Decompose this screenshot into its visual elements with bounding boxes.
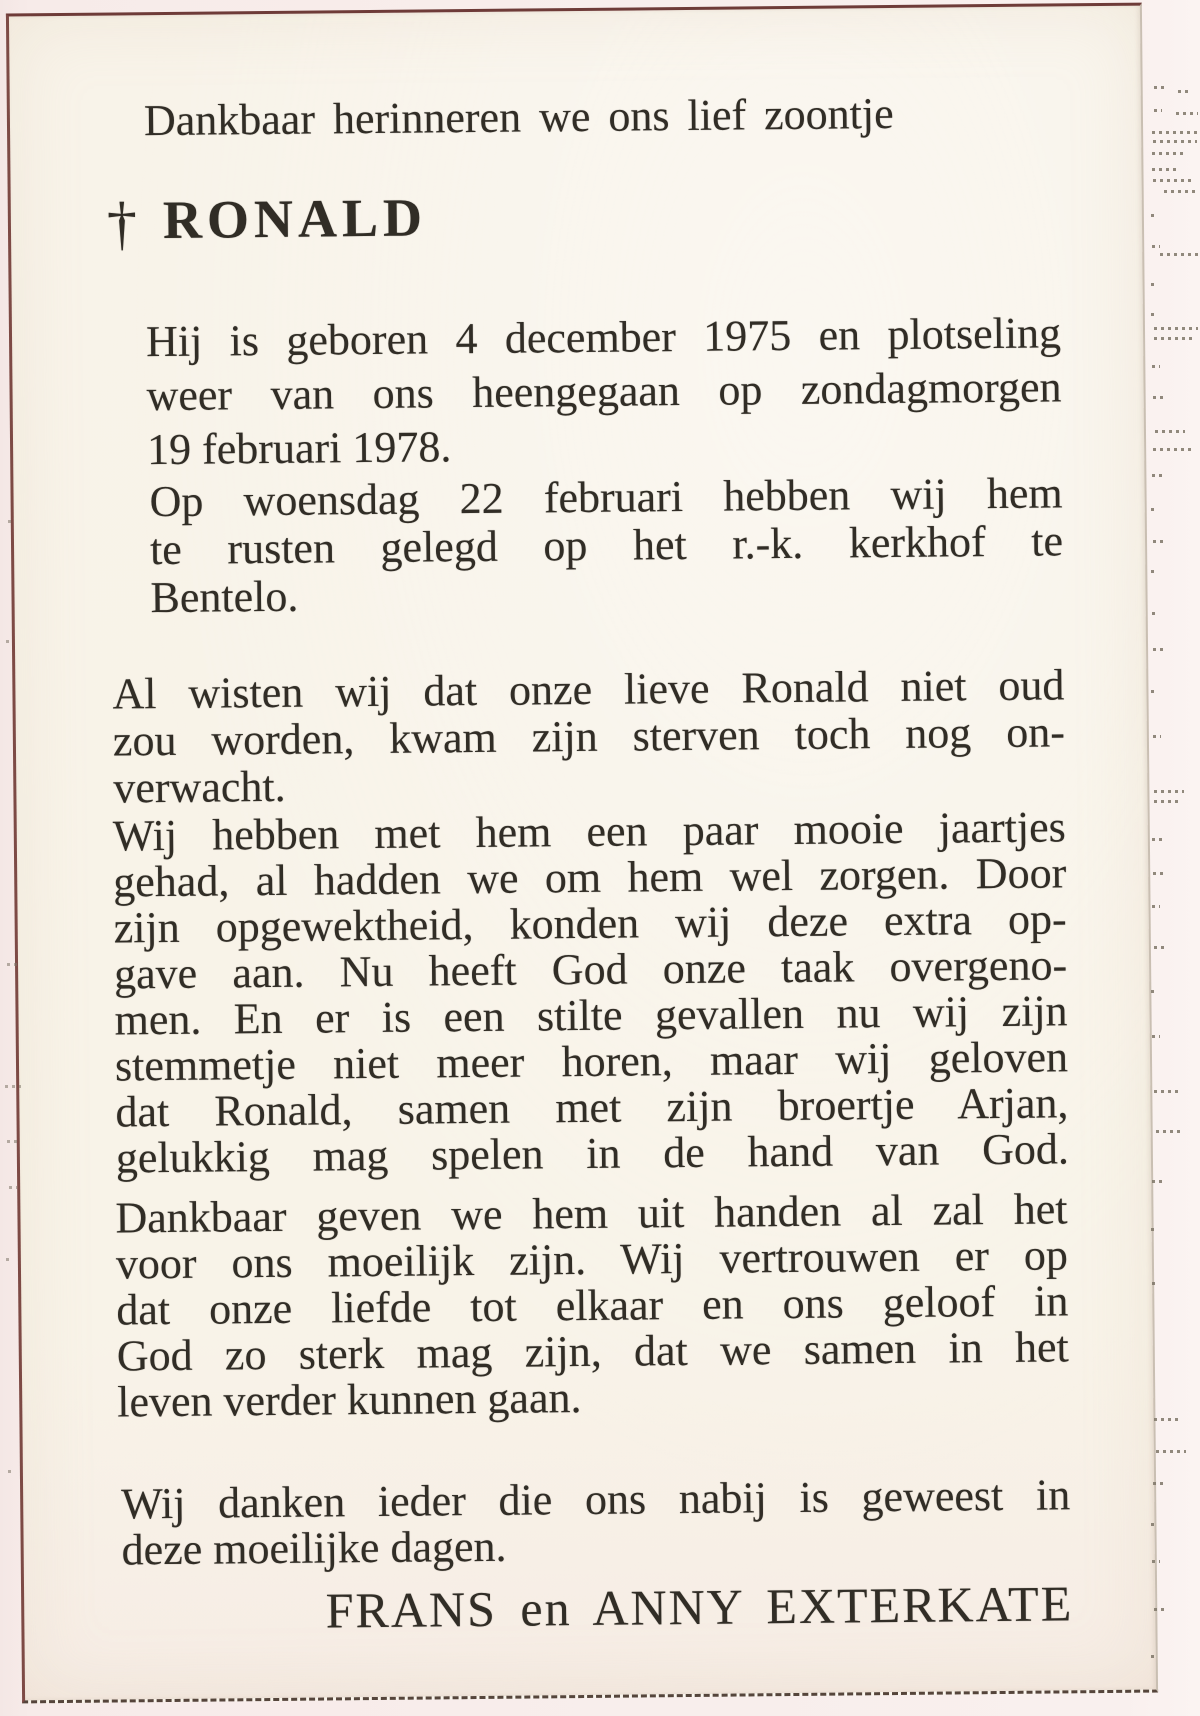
scan-speck — [1155, 430, 1185, 433]
scan-speck — [1152, 1282, 1158, 1285]
text-line: te rusten gelegd op het r.-k. kerkhof te — [149, 516, 1064, 575]
scan-speck — [1153, 396, 1165, 399]
scan-speck — [1154, 946, 1168, 949]
scan-speck — [1176, 112, 1198, 115]
text-line: verwacht. — [113, 761, 286, 813]
scan-speck — [1151, 1523, 1156, 1526]
scan-speck — [1154, 1608, 1166, 1611]
paragraph-5 — [115, 1186, 1069, 1425]
scan-speck — [1151, 508, 1157, 511]
paragraph-6 — [121, 1472, 1071, 1573]
text-line: voor ons moeilijk zijn. Wij vertrouwen er op — [115, 1230, 1069, 1289]
scan-speck — [1154, 790, 1184, 793]
scan-speck — [1153, 448, 1191, 451]
text-line: leven verder kunnen gaan. — [117, 1373, 582, 1427]
scan-speck — [1151, 1655, 1157, 1658]
scan-speck — [1164, 190, 1198, 193]
scan-speck — [1154, 86, 1164, 89]
text-line: gehad, al hadden we om hem wel zorgen. Door — [113, 848, 1067, 907]
scan-speck — [1153, 140, 1197, 143]
scan-speck — [1152, 168, 1178, 171]
scan-speck — [1152, 905, 1160, 908]
scan-speck — [1152, 365, 1160, 368]
text-line: 19 februari 1978. — [146, 422, 452, 475]
text-line: dat Ronald, samen met zijn broertje Arjan, — [115, 1078, 1069, 1137]
text-line: weer van ons heengegaan op zondagmorgen — [146, 362, 1062, 421]
scan-speck — [1151, 313, 1156, 316]
intro-line: Dankbaar herinneren we ons lief zoontje — [143, 88, 894, 146]
scan-speck — [1152, 152, 1186, 155]
scan-speck — [1152, 1035, 1160, 1038]
text-line: Wij hebben met hem een paar mooie jaartjes — [112, 802, 1067, 861]
text-line: Wij danken ieder die ons nabij is geweest in — [120, 1470, 1071, 1529]
scan-speck — [7, 963, 17, 966]
scan-speck — [9, 1186, 17, 1189]
scan-speck — [1152, 131, 1198, 134]
scan-speck — [1151, 990, 1156, 993]
paragraph-1 — [146, 306, 1063, 477]
scan-speck — [1151, 283, 1155, 286]
text-line: gave aan. Nu heeft God onze taak overgeno- — [113, 940, 1068, 999]
text-line: gelukkig mag spelen in de hand van God. — [115, 1124, 1070, 1183]
scan-speck — [1156, 1450, 1186, 1453]
scan-speck — [1160, 253, 1198, 256]
scan-speck — [1154, 1418, 1180, 1421]
scan-speck — [1152, 1560, 1160, 1563]
scan-speck — [8, 1470, 14, 1473]
scan-speck — [1153, 540, 1163, 543]
scan-speck — [1152, 838, 1162, 841]
scan-speck — [1152, 612, 1158, 615]
text-line: God zo sterk mag zijn, dat we samen in het — [116, 1322, 1069, 1381]
deceased-name: RONALD — [162, 187, 428, 250]
paragraph-3 — [112, 661, 1065, 811]
text-line: Op woensdag 22 februari hebben wij hem — [149, 468, 1063, 527]
scan-speck — [1151, 570, 1156, 573]
paragraph-2 — [149, 469, 1063, 622]
text-line: zijn opgewektheid, konden wij deze extra op- — [113, 894, 1067, 953]
scan-speck — [1154, 1090, 1178, 1093]
scan-speck — [1154, 337, 1194, 340]
scan-speck — [1154, 800, 1180, 803]
signature-names: FRANS en ANNY EXTERKATE — [325, 1575, 1074, 1639]
text-line: Dankbaar geven we hem uit handen al zal het — [115, 1184, 1068, 1243]
text-line: Al wisten wij dat onze lieve Ronald niet oud — [112, 660, 1065, 719]
scan-speck — [1178, 90, 1192, 93]
cross-icon: † — [106, 190, 138, 257]
scan-speck — [1152, 245, 1160, 248]
scan-speck — [1154, 109, 1162, 112]
text-line: dat onze liefde tot elkaar en ons geloof in — [116, 1276, 1069, 1335]
scan-speck — [1152, 1180, 1162, 1183]
scan-speck — [1153, 179, 1193, 182]
scan-speck — [1152, 474, 1164, 477]
scan-speck — [1153, 648, 1163, 651]
scan-speck — [1154, 327, 1198, 330]
scan-speck — [1151, 1228, 1156, 1231]
scan-speck — [1153, 735, 1161, 738]
text-line: zou worden, kwam zijn sterven toch nog on- — [112, 707, 1066, 766]
text-line: Hij is geboren 4 december 1975 en plotseling — [145, 308, 1062, 367]
scan-speck — [1151, 690, 1156, 693]
scan-speck — [8, 520, 12, 523]
memorial-card — [6, 3, 1158, 1704]
scan-speck — [1153, 872, 1165, 875]
scan-speck — [1153, 1482, 1165, 1485]
paragraph-4 — [113, 804, 1069, 1181]
scan-speck — [1151, 214, 1156, 217]
scan-speck — [6, 1258, 11, 1261]
text-line: stemmetje niet meer horen, maar wij geloven — [114, 1032, 1069, 1091]
scan-speck — [6, 640, 11, 643]
scan-speck — [1156, 1130, 1184, 1133]
text-line: Bentelo. — [150, 571, 299, 623]
name-row — [106, 187, 428, 257]
scan-speck — [7, 1140, 19, 1143]
text-line: men. En er is een stilte gevallen nu wij zijn — [114, 986, 1068, 1045]
text-line: deze moeilijke dagen. — [121, 1521, 507, 1575]
scan-speck — [5, 1085, 21, 1088]
